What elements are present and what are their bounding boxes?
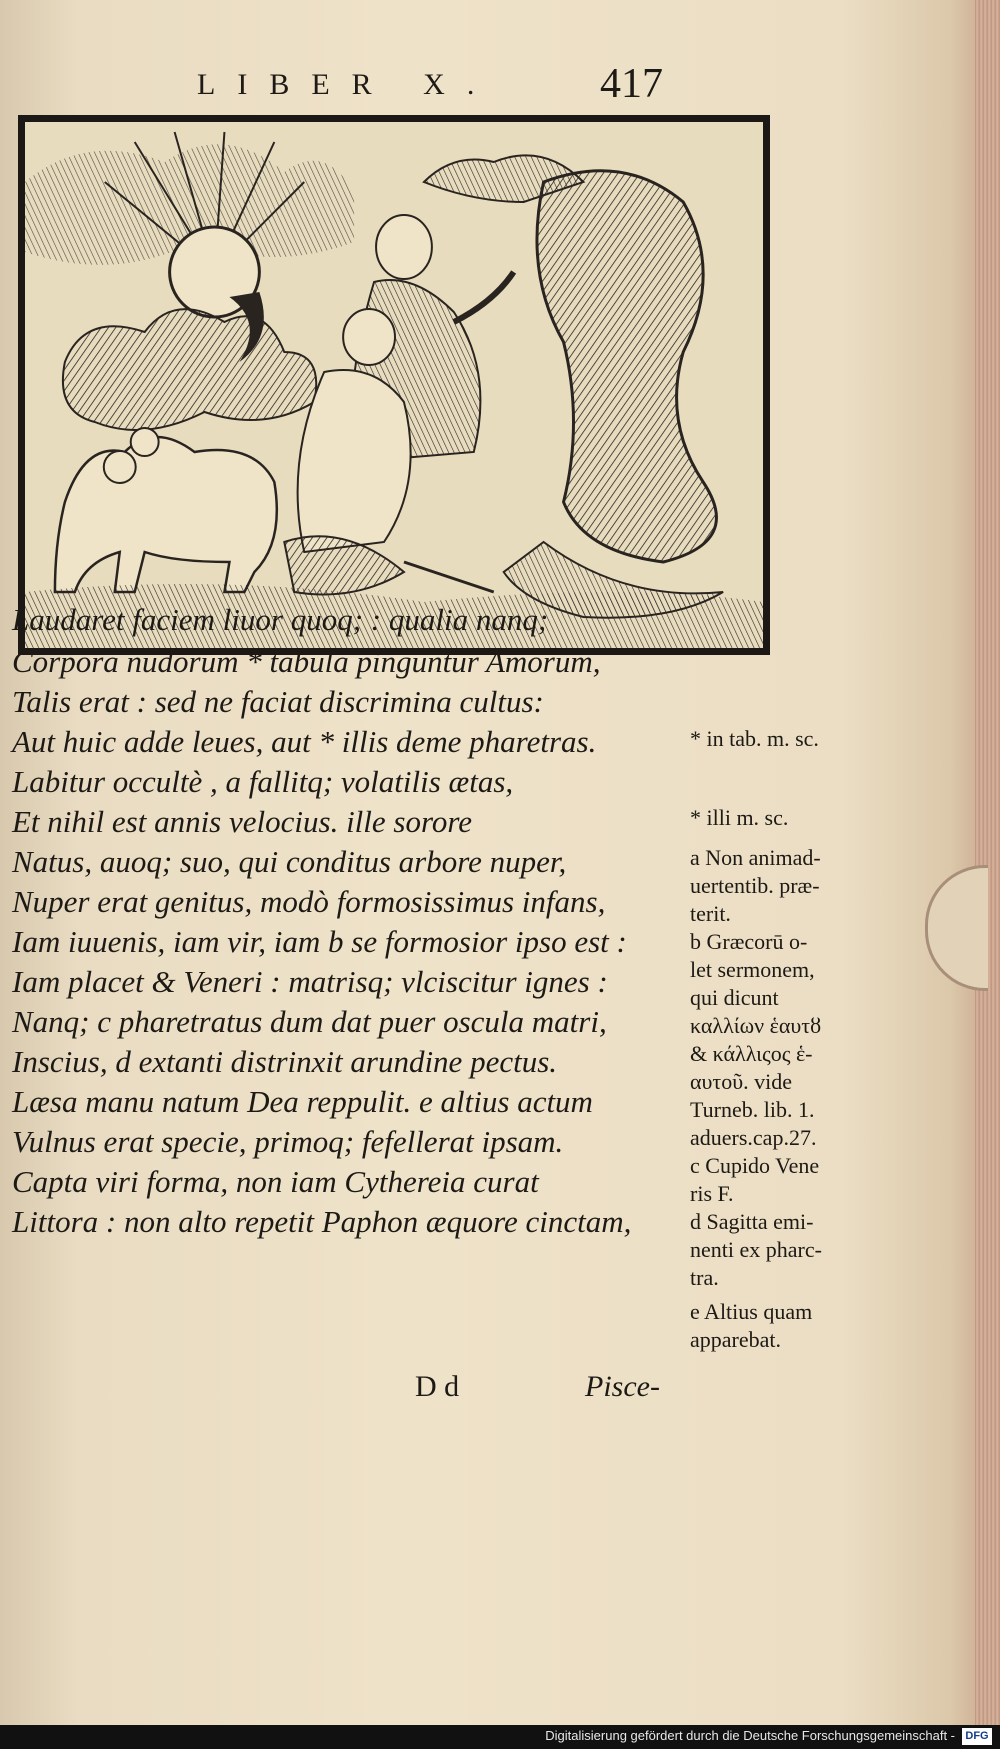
verse-line: Littora : non alto repetit Paphon æquore cinctam, [12, 1204, 632, 1239]
margin-note: let sermonem, [690, 957, 815, 982]
verse-line: Natus, auoq; suo, qui conditus arbore nuper, [12, 844, 567, 879]
verse-line: Vulnus erat specie, primoq; fefellerat ipsam. [12, 1124, 564, 1159]
margin-note: d Sagitta emi- [690, 1209, 814, 1234]
catchword: Pisce- [585, 1370, 660, 1403]
verse-line: Laudaret faciem liuor quoq; : qualia nanq; [12, 602, 549, 637]
verse-line: Et nihil est annis velocius. ille sorore [12, 804, 473, 839]
margin-note: tra. [690, 1265, 719, 1290]
margin-note: nenti ex pharc- [690, 1237, 822, 1262]
woodcut-illustration [18, 115, 770, 655]
page-edge [975, 0, 1000, 1725]
margin-note: ris F. [690, 1181, 734, 1206]
digitization-footer [0, 1725, 1000, 1749]
margin-note: aduers.cap.27. [690, 1125, 817, 1150]
verse-line: Iam placet & Veneri : matrisq; vlciscitur ignes : [12, 964, 608, 999]
margin-note: αυτοῦ. vide [690, 1069, 793, 1094]
funding-credit: Digitalisierung gefördert durch die Deutsche Forschungsgemeinschaft - [545, 1728, 955, 1743]
page-number: 417 [600, 61, 663, 107]
signature-mark: D d [415, 1370, 460, 1403]
verse-line: Inscius, d extanti distrinxit arundine pectus. [12, 1044, 558, 1079]
woodcut-illustration-icon [25, 122, 763, 648]
verse-line: Talis erat : sed ne faciat discrimina cultus: [12, 684, 544, 719]
margin-note: terit. [690, 901, 731, 926]
dfg-logo-icon: DFG [962, 1728, 992, 1745]
verse-line: Capta viri forma, non iam Cythereia curat [12, 1164, 539, 1199]
margin-note: & κάλλιςος ἑ- [690, 1041, 813, 1066]
margin-note: b Græcorū o- [690, 929, 808, 954]
verse-line: Nuper erat genitus, modò formosissimus infans, [12, 884, 606, 919]
verse-line: Corpora nudorum * tabula pinguntur Amorum, [12, 644, 601, 679]
verse-line: Aut huic adde leues, aut * illis deme pharetras. [12, 724, 597, 759]
margin-note: uertentib. præ- [690, 873, 820, 898]
verse-line: Læsa manu natum Dea reppulit. e altius actum [12, 1084, 593, 1119]
running-title: LIBER X. [197, 68, 497, 101]
verse-line: Iam iuuenis, iam vir, iam b se formosior ipso est : [12, 924, 627, 959]
margin-note: e Altius quam [690, 1299, 813, 1324]
verse-line: Labitur occultè , a fallitq; volatilis ætas, [12, 764, 514, 799]
margin-note: Turneb. lib. 1. [690, 1097, 815, 1122]
margin-note: καλλίων ἑαυτȣ [690, 1013, 822, 1038]
margin-note: * illi m. sc. [690, 805, 789, 830]
margin-note: apparebat. [690, 1327, 781, 1352]
verse-line: Nanq; c pharetratus dum dat puer oscula matri, [12, 1004, 607, 1039]
margin-note: * in tab. m. sc. [690, 726, 819, 751]
margin-note: c Cupido Vene [690, 1153, 820, 1178]
margin-note: a Non animad- [690, 845, 821, 870]
margin-note: qui dicunt [690, 985, 779, 1010]
page-header [0, 60, 720, 110]
